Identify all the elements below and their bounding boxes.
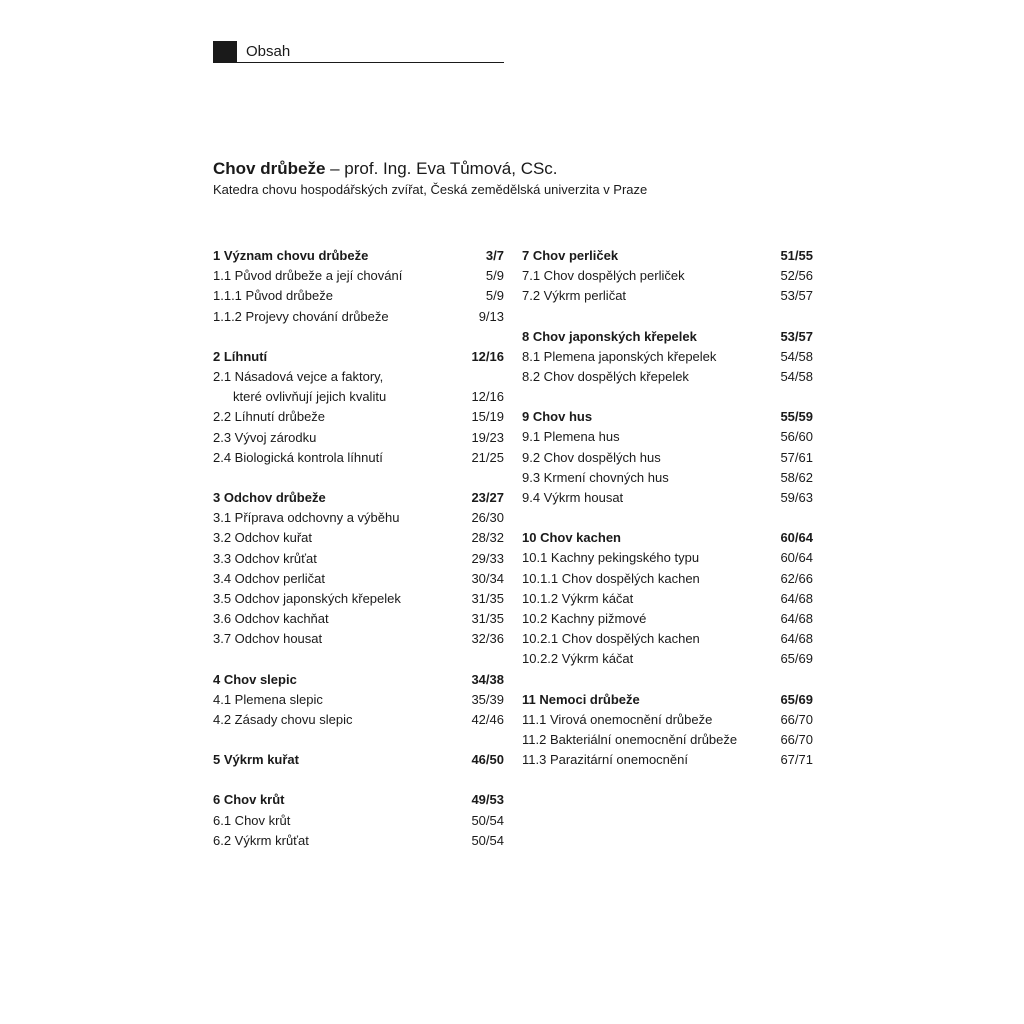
toc-entry-label: 1.1.2 Projevy chování drůbeže (213, 308, 389, 324)
toc-entry[interactable] (522, 569, 813, 589)
toc-entry[interactable] (522, 427, 813, 447)
toc-entry-pages: 35/39 (471, 691, 504, 707)
toc-heading[interactable] (522, 246, 813, 266)
toc-entry-pages: 67/71 (780, 752, 813, 768)
toc-heading-pages: 46/50 (471, 752, 504, 768)
toc-entry[interactable] (522, 488, 813, 508)
toc-entry-pages: 64/68 (780, 631, 813, 647)
toc-entry-label: 8.1 Plemena japonských křepelek (522, 348, 717, 364)
toc-entry-pages: 66/70 (780, 732, 813, 748)
toc-entry-pages: 54/58 (780, 369, 813, 385)
toc-entry[interactable] (213, 307, 504, 327)
toc-heading[interactable] (213, 347, 504, 367)
toc-entry[interactable] (522, 286, 813, 306)
toc-section (522, 690, 813, 771)
toc-section (213, 246, 504, 327)
toc-entry[interactable] (522, 266, 813, 286)
toc-entry[interactable] (213, 589, 504, 609)
toc-section (213, 488, 504, 650)
toc-entry-label: 3.7 Odchov housat (213, 631, 323, 647)
toc-entry-label-continued: které ovlivňují jejich kvalitu (233, 389, 387, 405)
toc-entry[interactable] (213, 448, 504, 468)
toc-heading-pages: 12/16 (471, 348, 504, 364)
toc-entry-pages: 65/69 (780, 651, 813, 667)
toc-entry-pages: 31/35 (471, 611, 504, 627)
toc-heading-label: 10 Chov kachen (522, 530, 621, 546)
toc-entry-label: 3.3 Odchov krůťat (213, 550, 317, 566)
toc-heading-label: 9 Chov hus (522, 409, 593, 425)
toc-entry-label: 2.4 Biologická kontrola líhnutí (213, 449, 383, 465)
toc-entry[interactable] (213, 286, 504, 306)
toc-entry-label: 11.2 Bakteriální onemocnění drůbeže (522, 732, 738, 748)
toc-heading-label: 2 Líhnutí (213, 348, 268, 364)
toc-entry[interactable] (213, 367, 504, 407)
toc-entry-pages: 50/54 (471, 832, 504, 848)
toc-entry[interactable] (213, 690, 504, 710)
toc-heading-label: 5 Výkrm kuřat (213, 752, 299, 768)
toc-entry[interactable] (213, 609, 504, 629)
toc-entry-label: 9.3 Krmení chovných hus (522, 469, 669, 485)
toc-section (213, 790, 504, 851)
toc-entry-label: 10.1 Kachny pekingského typu (522, 550, 700, 566)
toc-entry[interactable] (522, 750, 813, 770)
toc-column-right (522, 246, 813, 790)
toc-entry[interactable] (522, 589, 813, 609)
toc-entry[interactable] (522, 367, 813, 387)
toc-entry-label: 3.5 Odchov japonských křepelek (213, 591, 401, 607)
toc-entry-label: 10.1.1 Chov dospělých kachen (522, 570, 700, 586)
toc-entry[interactable] (213, 528, 504, 548)
chapter-title-bold: Chov drůbeže (213, 159, 326, 178)
toc-entry[interactable] (213, 710, 504, 730)
toc-entry[interactable] (522, 548, 813, 568)
toc-heading-label: 7 Chov perliček (522, 248, 619, 263)
toc-entry-label: 11.3 Parazitární onemocnění (522, 752, 688, 768)
toc-entry-pages: 64/68 (780, 590, 813, 606)
toc-heading-label: 1 Význam chovu drůbeže (213, 248, 369, 263)
toc-entry-label: 9.4 Výkrm housat (522, 490, 624, 506)
toc-entry-label: 4.1 Plemena slepic (213, 691, 323, 707)
toc-heading-pages: 60/64 (780, 530, 813, 546)
toc-entry-label: 2.3 Vývoj zárodku (213, 429, 317, 445)
toc-entry-pages: 31/35 (471, 591, 504, 607)
toc-entry-label: 6.2 Výkrm krůťat (213, 832, 309, 848)
toc-entry-pages: 50/54 (471, 812, 504, 828)
toc-entry-label: 3.1 Příprava odchovny a výběhu (213, 510, 400, 526)
toc-entry-label: 3.4 Odchov perličat (213, 570, 326, 586)
toc-entry[interactable] (522, 629, 813, 649)
toc-entry[interactable] (213, 811, 504, 831)
toc-heading[interactable] (213, 246, 504, 266)
page-header (213, 40, 504, 64)
toc-entry[interactable] (522, 609, 813, 629)
toc-entry[interactable] (522, 448, 813, 468)
header-marker-block (213, 41, 237, 63)
toc-entry-pages: 56/60 (780, 429, 813, 445)
toc-entry-pages: 19/23 (471, 429, 504, 445)
toc-entry[interactable] (213, 831, 504, 851)
toc-entry-label: 7.1 Chov dospělých perliček (522, 268, 685, 284)
toc-entry[interactable] (213, 629, 504, 649)
toc-heading-label: 3 Odchov drůbeže (213, 490, 326, 506)
toc-entry[interactable] (522, 468, 813, 488)
toc-entry-label: 10.2.1 Chov dospělých kachen (522, 631, 700, 647)
toc-entry-pages: 21/25 (471, 449, 504, 465)
toc-entry-label: 9.1 Plemena hus (522, 429, 620, 445)
toc-entry-pages: 28/32 (471, 530, 504, 546)
toc-entry[interactable] (213, 569, 504, 589)
toc-entry-label: 4.2 Zásady chovu slepic (213, 712, 353, 728)
toc-entry-pages: 58/62 (780, 469, 813, 485)
toc-entry[interactable] (522, 347, 813, 367)
toc-entry-pages: 5/9 (485, 288, 504, 304)
toc-entry-label: 6.1 Chov krůt (213, 812, 291, 828)
toc-heading-label: 4 Chov slepic (213, 671, 297, 687)
toc-entry[interactable] (213, 266, 504, 286)
toc-entry-pages: 60/64 (780, 550, 813, 566)
toc-heading[interactable] (522, 327, 813, 347)
toc-section (522, 528, 813, 669)
toc-heading-pages: 65/69 (780, 691, 813, 707)
toc-heading[interactable] (522, 690, 813, 710)
toc-entry[interactable] (213, 407, 504, 427)
toc-section (522, 327, 813, 388)
toc-entry-pages: 59/63 (780, 490, 813, 506)
toc-heading[interactable] (522, 407, 813, 427)
toc-heading-pages: 53/57 (780, 328, 813, 344)
toc-entry-pages: 32/36 (471, 631, 504, 647)
toc-entry-label: 2.2 Líhnutí drůbeže (213, 409, 326, 425)
header-rule (237, 62, 504, 63)
toc-entry-pages: 54/58 (780, 348, 813, 364)
toc-section (213, 750, 504, 770)
toc-entry-label: 3.2 Odchov kuřat (213, 530, 312, 546)
toc-heading[interactable] (213, 488, 504, 508)
toc-heading[interactable] (522, 528, 813, 548)
toc-section (522, 246, 813, 307)
toc-heading-pages: 23/27 (471, 490, 504, 506)
toc-heading[interactable] (213, 790, 504, 810)
toc-entry-label: 10.2.2 Výkrm káčat (522, 651, 634, 667)
toc-entry-label: 8.2 Chov dospělých křepelek (522, 369, 689, 385)
toc-entry-pages: 64/68 (780, 611, 813, 627)
toc-heading-label: 6 Chov krůt (213, 792, 285, 808)
chapter-title (213, 158, 558, 180)
toc-heading-pages: 51/55 (780, 248, 813, 263)
toc-entry[interactable] (213, 549, 504, 569)
toc-heading-pages: 49/53 (471, 792, 504, 808)
toc-entry-label: 1.1 Původ drůbeže a její chování (213, 268, 403, 284)
toc-section (522, 407, 813, 508)
toc-entry-pages: 29/33 (471, 550, 504, 566)
toc-entry-pages: 66/70 (780, 711, 813, 727)
toc-entry[interactable] (213, 428, 504, 448)
toc-entry-label: 1.1.1 Původ drůbeže (213, 288, 333, 304)
toc-entry-pages: 57/61 (780, 449, 813, 465)
toc-heading-pages: 55/59 (780, 409, 813, 425)
toc-entry-pages: 5/9 (485, 268, 504, 284)
toc-entry-label: 10.1.2 Výkrm káčat (522, 590, 634, 606)
toc-entry-pages: 62/66 (780, 570, 813, 586)
toc-entry[interactable] (522, 730, 813, 750)
toc-entry-label: 3.6 Odchov kachňat (213, 611, 329, 627)
toc-entry-label: 11.1 Virová onemocnění drůbeže (522, 711, 713, 727)
chapter-affiliation: Katedra chovu hospodářských zvířat, Česká zemědělská univerzita v Praze (213, 182, 648, 197)
toc-heading-pages: 3/7 (485, 248, 504, 263)
toc-entry-label: 7.2 Výkrm perličat (522, 288, 627, 304)
toc-entry[interactable] (522, 649, 813, 669)
header-title: Obsah (246, 43, 291, 60)
toc-entry-label: 9.2 Chov dospělých hus (522, 449, 661, 465)
toc-entry-pages: 15/19 (471, 409, 504, 425)
toc-entry[interactable] (522, 710, 813, 730)
toc-entry-pages: 12/16 (471, 389, 504, 405)
toc-entry[interactable] (213, 508, 504, 528)
toc-entry-pages: 30/34 (471, 570, 504, 586)
chapter-title-author: – prof. Ing. Eva Tůmová, CSc. (325, 159, 558, 178)
toc-section (213, 347, 504, 468)
toc-heading-label: 8 Chov japonských křepelek (522, 328, 697, 344)
toc-heading-pages: 34/38 (471, 671, 504, 687)
toc-entry-pages: 52/56 (780, 268, 813, 284)
toc-heading-label: 11 Nemoci drůbeže (522, 691, 640, 707)
toc-entry-pages: 9/13 (478, 308, 504, 324)
toc-heading[interactable] (213, 750, 504, 770)
toc-section (213, 670, 504, 731)
toc-entry-pages: 42/46 (471, 712, 504, 728)
toc-entry-pages: 53/57 (780, 288, 813, 304)
toc-entry-pages: 26/30 (471, 510, 504, 526)
toc-entry-label: 2.1 Násadová vejce a faktory, které ovlivňují jejich kvalitu (213, 369, 387, 405)
toc-column-left (213, 246, 504, 871)
toc-entry-label: 10.2 Kachny pižmové (522, 611, 647, 627)
toc-heading[interactable] (213, 670, 504, 690)
